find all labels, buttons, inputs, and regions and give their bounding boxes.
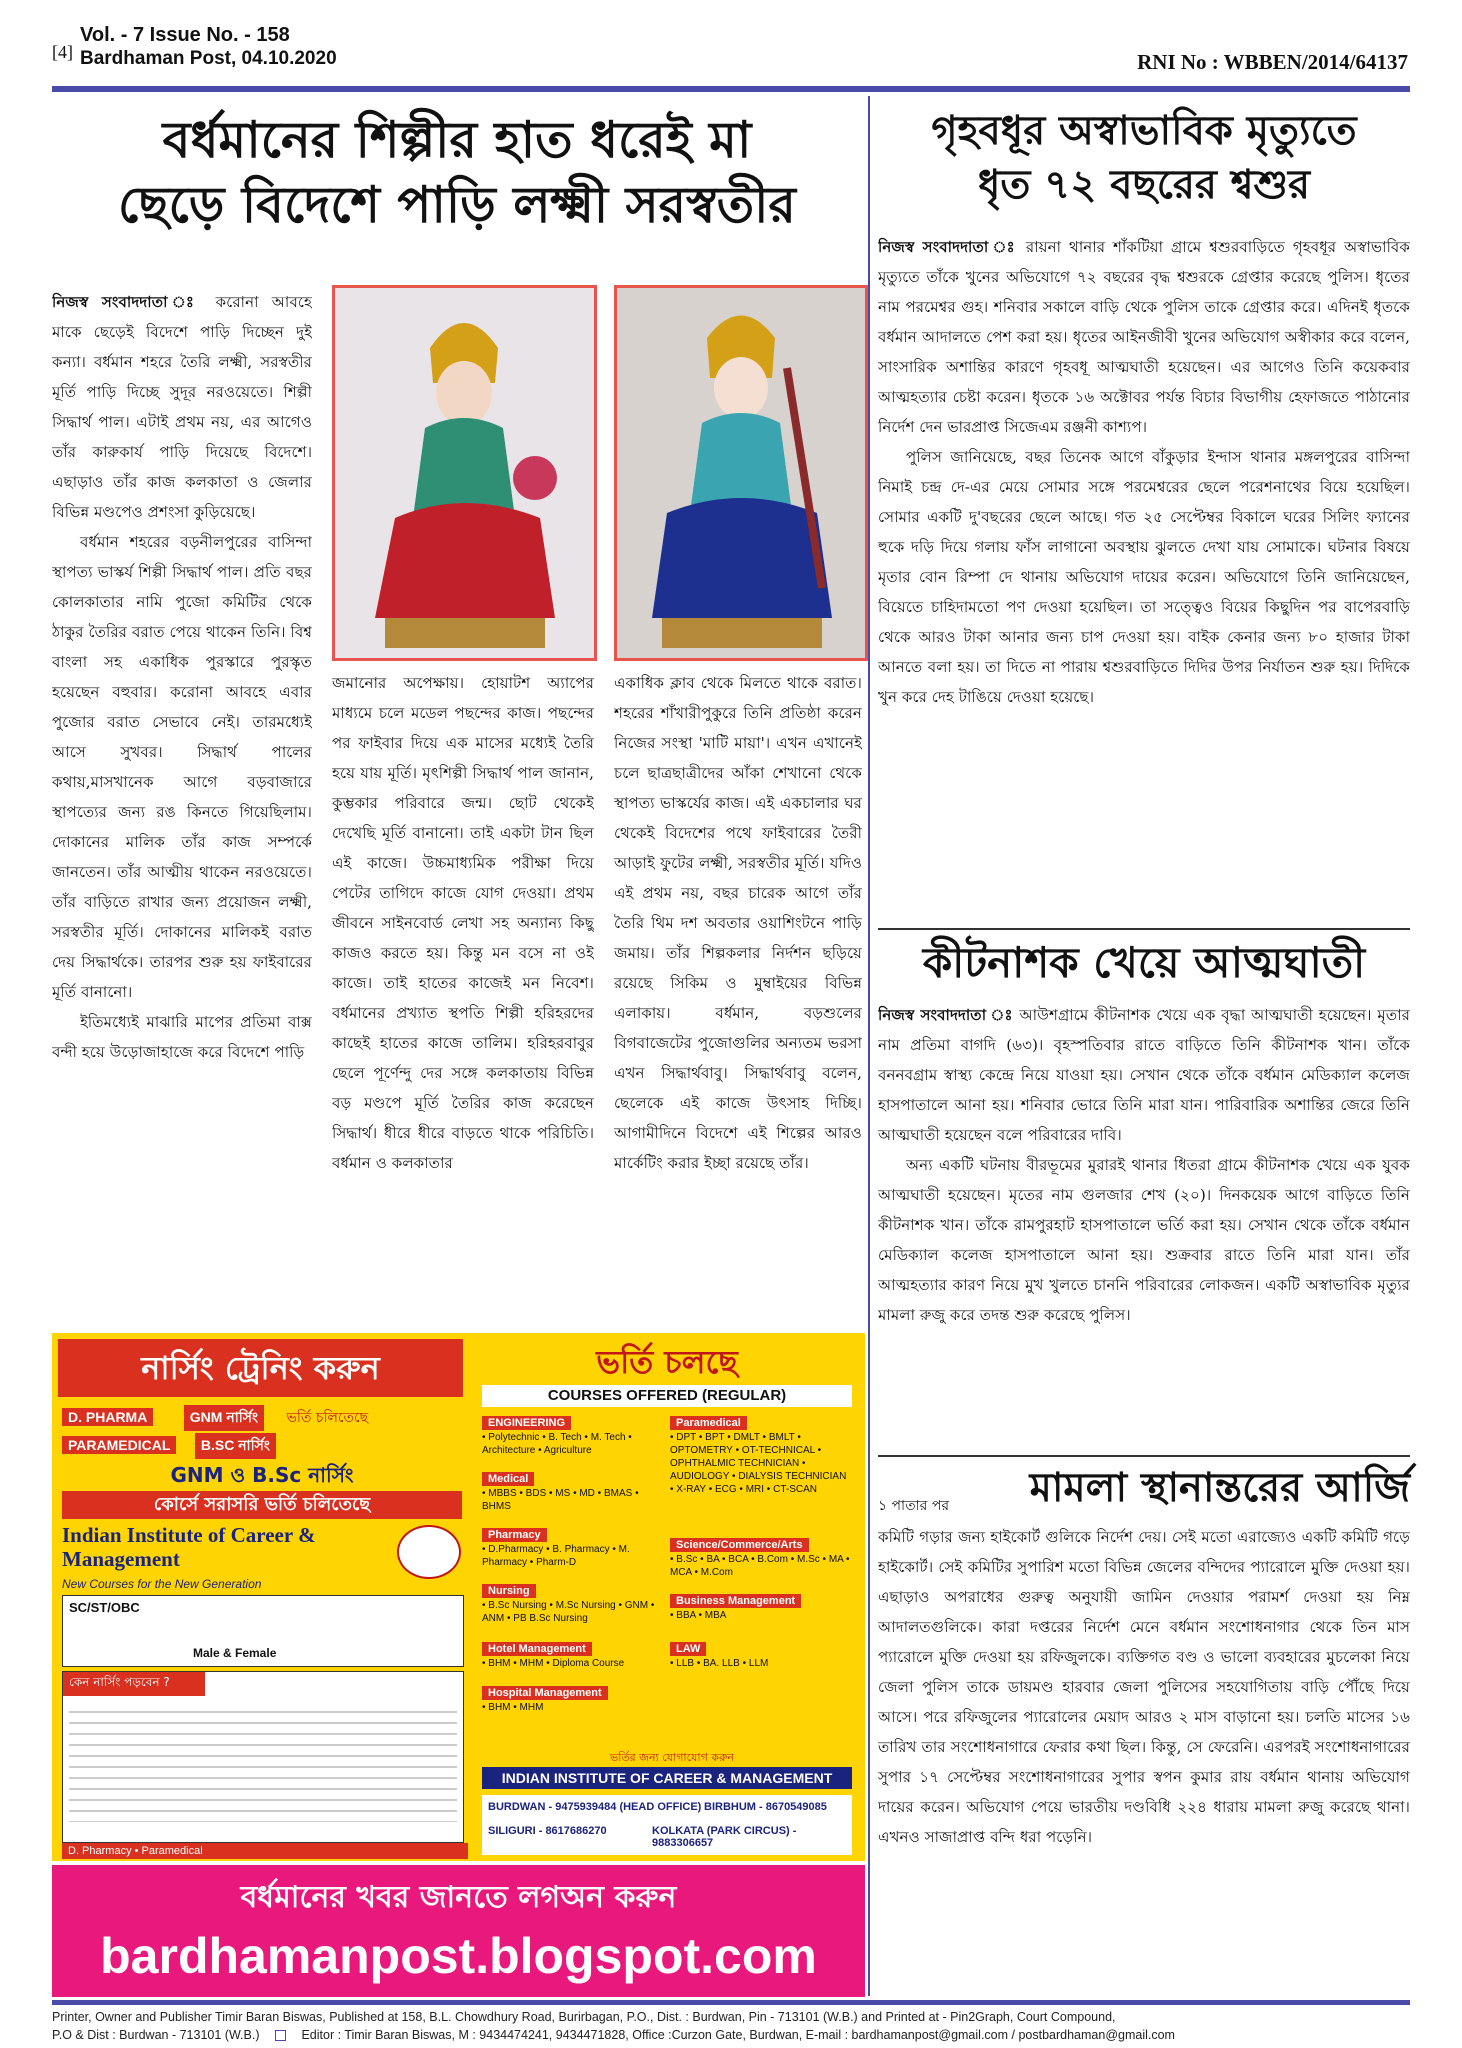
volume-issue: Vol. - 7 Issue No. - 158 (80, 24, 290, 46)
info-boxes (62, 1595, 464, 1667)
tag-gnm: GNM নার্সিং (184, 1405, 264, 1431)
notice-heading: কেন নার্সিং পড়বেন ? (63, 1672, 205, 1696)
lead-col1-para2: বর্ধমান শহরের বড়নীলপুরের বাসিন্দা স্থাপত্য ভাস্কর্য শিল্পী সিদ্ধার্থ পাল। প্রতি বছর কোলকাতার নামি পুজো কমিটির থেকে ঠাকুর তৈরির বরাত পেয়ে থাকেন তিনি। বিশ্ব বাংলা সহ একাধিক পুরস্কারে পুরস্কৃত হয়েছেন বহুবার। করোনা আবহে এবার পুজোর বরাত সেভাবে নেই। তারমধ্যেই আসে সুখবর। সিদ্ধার্থ পালের কথায়,মাসখানেক আগে বড়বাজারে স্থাপত্যের জন্য রঙ কিনতে গিয়েছিলাম। দোকানের মালিক তাঁর কাজ সম্পর্কে জানতেন। তাঁর আত্মীয় থাকেন নরওয়েতে। তাঁর বাড়িতে রাখার জন্য প্রয়োজন লক্ষ্মী, সরস্বতীর মূর্তি। দোকানের মালিকই বরাত দেয় সিদ্ধার্থকে। তারপর শুরু হয় ফাইবারের মূর্তি বানানো। (52, 533, 312, 1001)
lead-headline-line1: বর্ধমানের শিল্পীর হাত ধরেই মা (162, 111, 752, 169)
lead-col2-text: জমানোর অপেক্ষায়। হোয়াটশ অ্যাপের মাধ্যমে চলে মডেল পছন্দের কাজ। পছন্দের পর ফাইবার দিয়ে এক মাসের মধ্যেই তৈরি হয়ে যায় মূর্তি। মৃৎশিল্পী সিদ্ধার্থ পাল জানান, কুম্ভকার পরিবারে জন্ম। ছোট থেকেই দেখেছি মূর্তি বানানো। তাই একটা টান ছিল এই কাজে। উচ্চমাধ্যমিক পরীক্ষা দিয়ে পেটের তাগিদে কাজে যোগ দেওয়া। প্রথম জীবনে সাইনবোর্ড লেখা সহ অন্যান্য কিছু কাজও করতে হয়। কিন্তু মন বসে না ওই কাজে। তাই হাতের কাজেই মন নিবেশ। বর্ধমানের প্রখ্যাত স্থপতি শিল্পী হরিহরদের কাছেই হাতের কাজে তালিম। হরিহরবাবুর ছেলে পূর্ণেন্দু দের সঙ্গে কলকাতায় বিভিন্ন বড় মণ্ডপে মূর্তি তৈরির কাজ করেছেন সিদ্ধার্থ। ধীরে ধীরে বাড়তে থাকে পরিচিতি। বর্ধমান ও কলকাতার (332, 674, 594, 1172)
course-category-label: Medical (482, 1472, 534, 1486)
course-items: • B.Sc Nursing • M.Sc Nursing • GNM • ANM • PB B.Sc Nursing (482, 1600, 655, 1624)
lead-headline (52, 108, 862, 238)
course-category-label: Hospital Management (482, 1686, 608, 1700)
ad-title-left: নার্সিং ট্রেনিং করুন (58, 1339, 463, 1397)
notice-box (62, 1671, 464, 1843)
footer-address: P.O & Dist : Burdwan - 713101 (W.B.) (52, 2028, 260, 2042)
contact-list (482, 1795, 852, 1855)
course-category-label: LAW (670, 1642, 706, 1656)
page-number: [4] (52, 42, 73, 62)
story3-para1: আউশগ্রামে কীটনাশক খেয়ে এক বৃদ্ধা আত্মঘাতী হয়েছেন। মৃতার নাম প্রতিমা বাগদি (৬৩)। বৃহস্পতিবার রাতে বাড়িতে তিনি কীটনাশক খান। তাঁকে বননবগ্রাম স্বাস্থ্য কেন্দ্রে নিয়ে যাওয়া হয়। সেখান থেকে তাঁকে বর্ধমান মেডিক্যাল কলেজ হাসপাতালে আনা হয়। শনিবার ভোরে তিনি মারা যান। পারিবারিক অশান্তির জেরে তিনি আত্মঘাতী হয়েছেন বলে পরিবারের দাবি। (878, 1006, 1410, 1144)
banner-url[interactable]: bardhamanpost.blogspot.com (100, 1928, 817, 1984)
story2-headline (878, 104, 1410, 212)
tagline: New Courses for the New Generation (62, 1577, 262, 1591)
course-hotel (482, 1639, 662, 1670)
course-items: • D.Pharmacy • B. Pharmacy • M. Pharmacy • Pharm-D (482, 1544, 630, 1568)
story2-headline-line2: ধৃত ৭২ বছরের শ্বশুর (977, 162, 1311, 208)
course-items: • Polytechnic • B. Tech • M. Tech • Architecture • Agriculture (482, 1432, 632, 1456)
banner-bengali: বর্ধমানের খবর জানতে লগঅন করুন (240, 1880, 677, 1915)
footer-rule (52, 2000, 1410, 2005)
course-pharmacy (482, 1525, 662, 1569)
story2-para1: রায়না থানার শাঁকটিয়া গ্রামে শ্বশুরবাড়িতে গৃহবধূর অস্বাভাবিক মৃত্যুতে তাঁকে খুনের অভিযোগে ৭২ বছরের বৃদ্ধ শ্বশুরকে গ্রেপ্তার করেছে পুলিস। ধৃতের নাম পরমেশ্বর গুহ। শনিবার সকালে বাড়ি থেকে পুলিস তাকে গ্রেপ্তার করে। এদিনই ধৃতকে বর্ধমান আদালতে পেশ করা হয়। ধৃতের আইনজীবী খুনের অভিযোগ অস্বীকার করে বলেন, সাংসারিক অশান্তির কারণে গৃহবধূ আত্মঘাতী হয়েছেন। এর আগেও তিনি কয়েকবার আত্মহত্যার চেষ্টা করেন। ধৃতকে ১৬ অক্টোবর পর্যন্ত বিচার বিভাগীয় হেফাজতে পাঠানোর নির্দেশ দেন ভারপ্রাপ্ত সিজেএম রঞ্জনী কাশ্যপ। (878, 238, 1410, 436)
lead-col1-para3: ইতিমধ্যেই মাঝারি মাপের প্রতিমা বাক্স বন্দী হয়ে উড়োজাহাজে করে বিদেশে পাড়ি (52, 1013, 312, 1061)
course-law (670, 1639, 852, 1670)
courses-heading: COURSES OFFERED (REGULAR) (482, 1385, 852, 1407)
lead-byline: নিজস্ব সংবাদদাতা ঃ (52, 293, 203, 311)
footer-editor: Editor : Timir Baran Biswas, M : 9434474241, 9434471828, Office :Curzon Gate, Burdwan, E-mail : bardhamanpost@gmail.com / postbardhaman@gmail.com (301, 2028, 1175, 2042)
course-category-label: Nursing (482, 1584, 536, 1598)
footer-line2 (52, 2028, 1410, 2042)
course-nursing (482, 1581, 662, 1625)
lead-col3-text: একাধিক ক্লাব থেকে মিলতে থাকে বরাত। শহরের শাঁখারীপুকুরে তিনি প্রতিষ্ঠা করেন নিজের সংস্থা 'মাটি মায়া'। এখন এখানেই চলে ছাত্রছাত্রীদের আঁকা শেখানো থেকে স্থাপত্য ভাস্কর্যের কাজ। এই একচালার ঘর থেকেই বিদেশের পথে ফাইবারের তৈরী আড়াই ফুটের লক্ষ্মী, সরস্বতীর মূর্তি। যদিও এই প্রথম নয়, বছর চারেক আগে তাঁর তৈরি থিম দশ অবতার ওয়াশিংটনে পাড়ি জমায়। তাঁর শিল্পকলার নির্দশন ছড়িয়ে রয়েছে সিকিম ও মুম্বাইয়ের বিভিন্ন এলাকায়। বর্ধমান, বড়শুলের বিগবাজেটের পুজোগুলির অন্যতম ভরসা এখন সিদ্ধার্থবাবু। সিদ্ধার্থবাবু বলেন, ছেলেকে এই কাজে উৎসাহ দিচ্ছি। আগামীদিনে বিদেশে এই শিল্পের আরও মার্কেটিং করার ইচ্ছা রয়েছে তাঁর। (614, 674, 862, 1172)
course-business (670, 1591, 852, 1622)
story3-body (878, 1000, 1410, 1450)
notice-footer: D. Pharmacy • Paramedical (62, 1843, 468, 1859)
course-medical (482, 1469, 662, 1513)
paper-date: Bardhaman Post, 04.10.2020 (80, 48, 337, 69)
story4-headline: মামলা স্থানান্তরের আর্জি (1029, 1465, 1410, 1511)
course-hospital (482, 1683, 662, 1714)
story3-byline: নিজস্ব সংবাদদাতা ঃ (878, 1006, 1014, 1024)
course-items: • B.Sc • BA • BCA • B.Com • M.Sc • MA • MCA • M.Com (670, 1554, 850, 1578)
lead-column-1 (52, 287, 312, 1332)
contact-kolkata: KOLKATA (PARK CIRCUS) - 9883306657 (652, 1825, 797, 1849)
story2-byline: নিজস্ব সংবাদদাতা ঃ (878, 238, 1018, 256)
story2-body (878, 232, 1410, 922)
course-items: • MBBS • BDS • MS • MD • BMAS • BHMS (482, 1488, 639, 1512)
course-category-label: Business Management (670, 1594, 801, 1608)
advertisement (52, 1333, 865, 1861)
saraswati-idol-illustration (617, 288, 865, 658)
masthead (0, 22, 1462, 82)
notice-text-block (69, 1702, 457, 1822)
course-grid (482, 1413, 852, 1763)
story3-headline: কীটনাশক খেয়ে আত্মঘাতী (922, 938, 1366, 987)
rni-number: RNI No : WBBEN/2014/64137 (1137, 50, 1408, 74)
contact-siliguri: SILIGURI - 8617686270 (488, 1825, 607, 1837)
story2-headline-line1: গৃহবধূর অস্বাভাবিক মৃত্যুতে (931, 108, 1357, 154)
course-engineering (482, 1413, 662, 1457)
course-items: • BHM • MHM • Diploma Course (482, 1658, 625, 1669)
saraswati-idol-photo (614, 285, 868, 661)
tag-d-pharma: D. PHARMA (62, 1408, 153, 1426)
lakshmi-idol-illustration (335, 288, 594, 658)
contact-birbhum: BIRBHUM - 8670549085 (704, 1801, 827, 1813)
website-banner (52, 1865, 865, 1997)
course-items: • LLB • BA. LLB • LLM (670, 1658, 769, 1669)
contact-heading: ভর্তির জন্য যোগাযোগ করুন (610, 1751, 734, 1764)
info-male-female: Male & Female (193, 1646, 277, 1660)
institute-logo-icon (397, 1525, 461, 1579)
course-category-label: Pharmacy (482, 1528, 547, 1542)
story2-para2: পুলিস জানিয়েছে, বছর তিনেক আগে বাঁকুড়ার ইন্দাস থানার মঙ্গলপুরের বাসিন্দা নিমাই চন্দ্র দে-এর মেয়ে সোমার সঙ্গে পরমেশ্বরের ছেলে পরেশনাথের বিয়ে হয়েছিল। সোমার একটি দু'বছরের ছেলে আছে। গত ২৫ সেপ্টেম্বর বিকালে ঘরের সিলিং ফ্যানের হুকে দড়ি দিয়ে গলায় ফাঁস লাগানো অবস্থায় ঝুলতে দেখা যায় সোমাকে। ঘটনার বিষয়ে মৃতার বোন রিম্পা দে থানায় অভিযোগ দায়ের করেন। অভিযোগে তিনি জানিয়েছেন, বিয়েতে চাহিদামতো পণ দেওয়া হয়েছিল। তা সত্ত্বেও বিয়ের কিছুদিন পর বাপেরবাড়ি থেকে আরও টাকা আনার জন্য চাপ দেওয়া হয়। বাইক কেনার জন্য ৮০ হাজার টাকা আনতে বলা হয়। তা দিতে না পারায় শ্বশুরবাড়িতে দিদির উপর নির্যাতন শুরু হয়। দিদিকে খুন করে দেহ টাঙিয়ে দেওয়া হয়েছে। (878, 448, 1410, 706)
lead-col1-para1: করোনা আবহে মাকে ছেড়েই বিদেশে পাড়ি দিচ্ছেন দুই কন্যা। বর্ধমান শহরে তৈরি লক্ষ্মী, সরস্বতীর মূর্তি পাড়ি দিচ্ছে সুদূর নরওয়েতে। শিল্পী সিদ্ধার্থ পাল। এটাই প্রথম নয়, এর আগেও তাঁর কারুকার্য পাড়ি দিয়েছে বিদেশে। এছাড়াও তাঁর কাজ কলকাতা ও জেলার বিভিন্ন মণ্ডপেও প্রশংসা কুড়িয়েছে। (52, 293, 312, 521)
lead-headline-line2: ছেড়ে বিদেশে পাড়ি লক্ষ্মী সরস্বতীর (118, 176, 796, 234)
course-category-label: ENGINEERING (482, 1416, 571, 1430)
course-items: • BBA • MBA (670, 1610, 727, 1621)
lakshmi-idol-photo (332, 285, 597, 661)
continued-label: ১ পাতার পর (878, 1498, 950, 1514)
course-items: • BHM • MHM (482, 1702, 544, 1713)
course-category-label: Hotel Management (482, 1642, 592, 1656)
contact-burdwan: BURDWAN - 9475939484 (HEAD OFFICE) (488, 1801, 702, 1813)
column-divider (868, 96, 870, 1996)
course-paramedical (670, 1413, 852, 1496)
gnm-line: GNM ও B.Sc নার্সিং (170, 1463, 354, 1487)
story3-para2: অন্য একটি ঘটনায় বীরভূমের মুরারই থানার ধিতরা গ্রামে কীটনাশক খেয়ে এক যুবক আত্মঘাতী হয়েছেন। মৃতের নাম গুলজার শেখ (২০)। দিনকয়েক আগে বাড়িতে তিনি কীটনাশক খান। তাঁকে রামপুরহাট হাসপাতালে ভর্তি করা হয়। সেখান থেকে তাঁকে বর্ধমান মেডিক্যাল কলেজ হাসপাতালে আনা হয়। শুক্রবার রাতে তিনি মারা যান। তাঁর আত্মহত্যার কারণ নিয়ে মুখ খুলতে চাননি পরিবারের লোকজন। একটি অস্বাভাবিক মৃত্যুর মামলা রুজু করে তদন্ত শুরু করেছে পুলিস। (878, 1156, 1410, 1324)
course-category-label: Paramedical (670, 1416, 747, 1430)
course-items: • DPT • BPT • DMLT • BMLT • OPTOMETRY • OT-TECHNICAL • OPHTHALMIC TECHNICIAN • AUDIOLOGY • DIALYSIS TECHNICIAN • X-RAY • ECG • MRI • CT-SCAN (670, 1432, 847, 1495)
tag-paramedical: PARAMEDICAL (62, 1436, 176, 1454)
info-sc-st: SC/ST/OBC (69, 1600, 140, 1615)
story-divider (878, 928, 1410, 930)
footer-line1: Printer, Owner and Publisher Timir Baran Biswas, Published at 158, B.L. Chowdhury Road, Burirbagan, P.O., Dist. : Burdwan, Pin - 713101 (W.B.) and Printed at - Pin2Graph, Court Compound, (52, 2010, 1116, 2024)
contact-banner: INDIAN INSTITUTE OF CAREER & MANAGEMENT (482, 1767, 852, 1789)
square-bullet-icon (275, 2030, 286, 2041)
story4-body (878, 1522, 1410, 1997)
header-rule (52, 86, 1410, 92)
ad-title-right: ভর্তি চলছে (596, 1343, 738, 1381)
story4-para1: কমিটি গড়ার জন্য হাইকোর্ট গুলিকে নির্দেশ দেয়। সেই মতো এরাজ্যেও একটি কমিটি গড়ে হাইকোর্ট। সেই কমিটির সুপারিশ মতো বিভিন্ন জেলের বন্দিদের প্যারোলে মুক্তি দেওয়া হয়। এছাড়াও অপরাধের গুরুত্ব অনুযায়ী জামিন দেওয়ার পরামর্শ দেওয়া হয় নিম্ন আদালতগুলিকে। কারা দপ্তরের নির্দেশ মেনে বর্ধমান সংশোধনাগার থেকে তিন মাস প্যারোলে মুক্তি দেওয়া হয় রফিজুলকে। ব্যক্তিগত বণ্ড ও ভালো ব্যবহারের মুচলেকা নিয়ে জেলা পুলিস তাকে ডায়মণ্ড হারবার জেলা পুলিসের সহযোগিতায় বাড়ি পৌঁছে দিয়ে আসে। পরে রফিজুলের প্যারোলের মেয়াদ আরও ২ মাস বাড়ানো হয়। চলতি মাসের ১৬ তারিখ তার সংশোধনাগারে ফেরার কথা ছিল। কিন্তু, সে ফেরেনি। এরপরই সংশোধনাগারের সুপার ১৭ সেপ্টেম্বর সংশোধনাগারের সুপার স্বপন কুমার রায় বর্ধমান থানায় অভিযোগ দায়ের করেন। অভিযোগ পেয়ে ভারতীয় দণ্ডবিধি ২২৪ ধারায় মামলা রুজু করেছে থানা। এখনও সাজাপ্রাপ্ত বন্দি ধরা পড়েনি। (878, 1528, 1410, 1846)
lead-column-3 (614, 668, 862, 1328)
direct-admission: কোর্সে সরাসরি ভর্তি চলিতেছে (62, 1491, 462, 1519)
course-science (670, 1535, 852, 1579)
lead-column-2 (332, 668, 594, 1328)
course-category-label: Science/Commerce/Arts (670, 1538, 809, 1552)
story-divider-2 (878, 1455, 1410, 1457)
institute-name: Indian Institute of Career & Management (62, 1523, 316, 1571)
tag-bsc: B.SC নার্সিং (195, 1433, 276, 1459)
admission-note: ভর্তি চলিতেছে (286, 1410, 369, 1426)
